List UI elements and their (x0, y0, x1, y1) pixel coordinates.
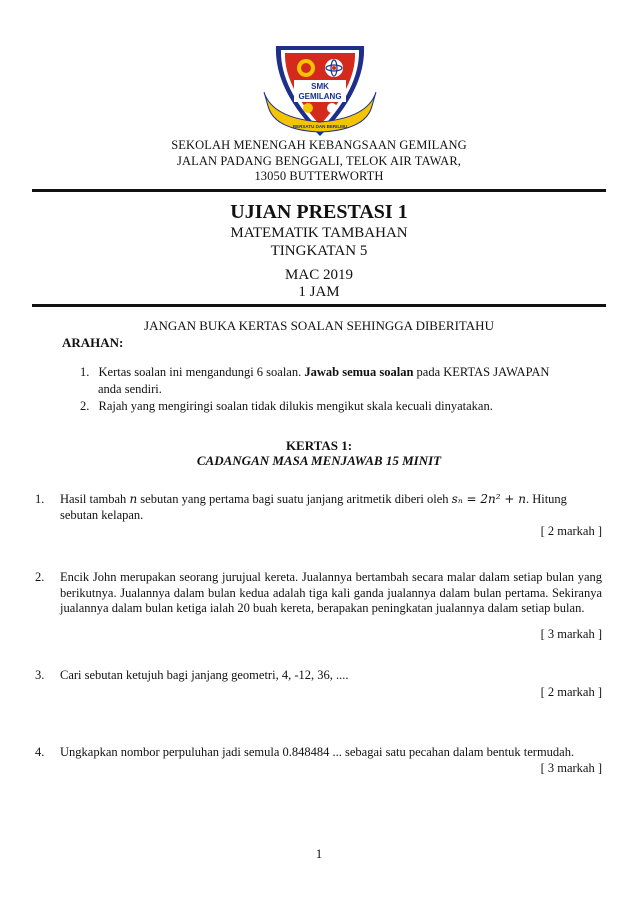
q1-text-b: sebutan yang pertama bagi suatu janjang aritmetik diberi oleh (137, 492, 452, 506)
instruction-item (80, 398, 600, 414)
question-number: 4. (35, 745, 45, 759)
instruction-line2: anda sendiri. (98, 382, 162, 396)
question-text (60, 492, 600, 508)
instruction-num: 2. (80, 399, 90, 413)
school-name: SEKOLAH MENENGAH KEBANGSAAN GEMILANG (171, 138, 467, 152)
paper-subtitle: CADANGAN MASA MENJAWAB 15 MINIT (196, 453, 442, 468)
page-number: 1 (315, 846, 323, 861)
q1-formula: sₙ = 2n² + n (451, 492, 526, 506)
school-header (0, 138, 638, 185)
instruction-text: Kertas soalan ini mengandungi 6 soalan. (98, 365, 305, 379)
question-number: 2. (35, 570, 45, 584)
exam-title: UJIAN PRESTASI 1 (230, 201, 408, 223)
q1-text-a: Hasil tambah (60, 492, 130, 506)
question-marks: [ 2 markah ] (540, 685, 602, 699)
logo-ribbon: BERSATU DAN BERILMU (292, 124, 348, 129)
paper-title: KERTAS 1: (285, 438, 353, 453)
question-number: 3. (35, 668, 45, 682)
question-text: Ungkapkan nombor perpuluhan jadi semula 0.848484 ... sebagai satu pecahan dalam bentuk termudah. (60, 745, 575, 759)
logo-gemilang: GEMILANG (298, 92, 342, 101)
exam-date: MAC 2019 (285, 267, 353, 283)
instruction-num: 1. (80, 365, 90, 379)
school-address-1: JALAN PADANG BENGGALI, TELOK AIR TAWAR, (177, 153, 461, 168)
question-text-line2: sebutan kelapan. (60, 508, 144, 522)
exam-form: TINGKATAN 5 (270, 243, 368, 259)
question-number: 1. (35, 492, 45, 506)
question-marks: [ 2 markah ] (540, 524, 602, 538)
instruction-item (80, 364, 600, 380)
exam-duration: 1 JAM (298, 284, 340, 300)
question-marks: [ 3 markah ] (540, 627, 602, 641)
q1-text-c: . Hitung (525, 492, 567, 506)
question-marks: [ 3 markah ] (540, 761, 602, 775)
question-text: Cari sebutan ketujuh bagi janjang geometri, 4, -12, 36, .... (60, 668, 349, 682)
instructions-heading: ARAHAN: (62, 335, 124, 350)
q1-variable: n (129, 492, 138, 506)
question-text: Encik John merupakan seorang jurujual kereta. Jualannya bertambah secara malar dalam setiap bulan yang berikutnya. Jualannya dalam bulan kedua adalah tiga kali ganda jualannya dalam bulan pertama. Sekiranya jualannya dalam bulan ketiga ialah 20 buah kereta, berapakan peningkatan jualannya dalam setiap bulan. (60, 570, 602, 615)
school-address-2: 13050 BUTTERWORTH (254, 169, 384, 183)
top-rule (32, 189, 606, 192)
instruction-bold: Jawab semua soalan (304, 365, 414, 379)
school-logo (262, 40, 378, 140)
instruction-text: Rajah yang mengiringi soalan tidak dilukis mengikut skala kecuali dinyatakan. (98, 399, 493, 413)
exam-subject: MATEMATIK TAMBAHAN (230, 225, 408, 241)
logo-smk: SMK (311, 82, 329, 91)
warning-text: JANGAN BUKA KERTAS SOALAN SEHINGGA DIBERITAHU (144, 318, 494, 333)
instruction-text-post: pada KERTAS JAWAPAN (413, 365, 550, 379)
bottom-rule (32, 304, 606, 307)
